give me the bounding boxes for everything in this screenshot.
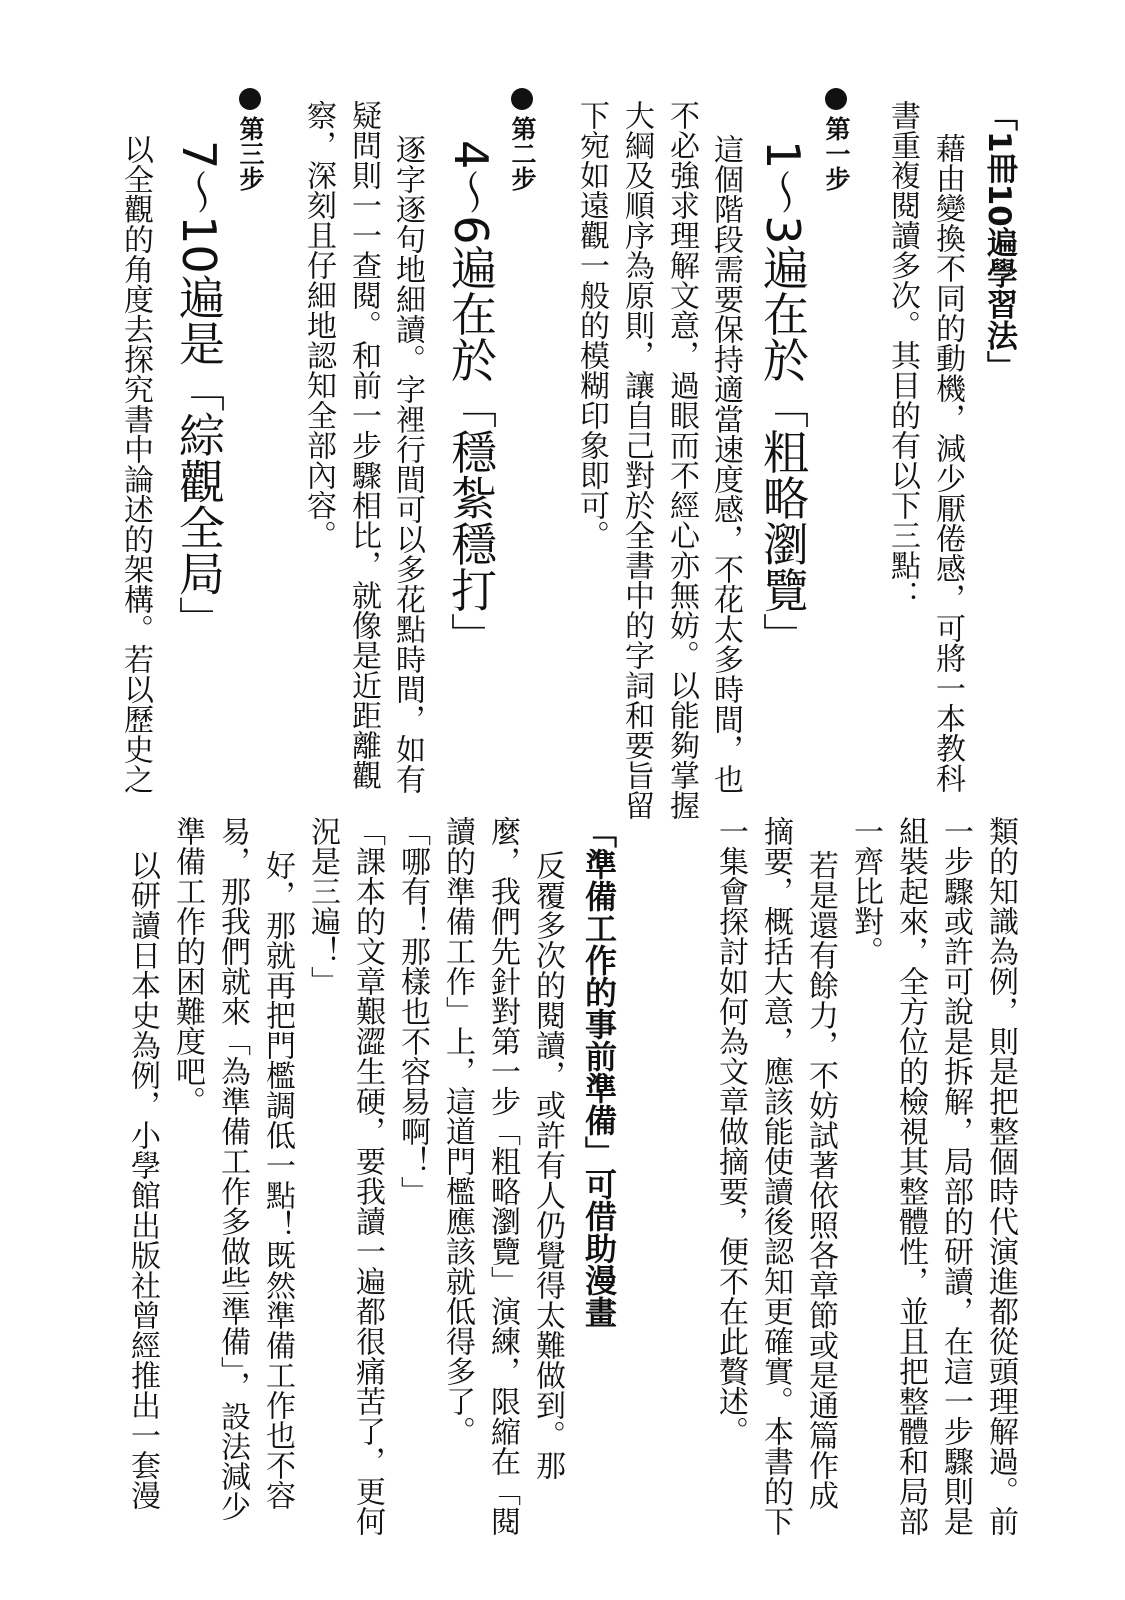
summary-para-line-1: 若是還有餘力，不妨試著依照各章節或是通篇作成 — [803, 850, 838, 1510]
step3-label: 第三步 — [238, 88, 263, 191]
intro-line-2: 書重複閱讀多次。其目的有以下三點： — [885, 100, 920, 610]
step1-body-line-3: 大綱及順序為原則，讓自己對於全書中的字詞和要旨留 — [619, 100, 654, 820]
manga-para-line-1: 反覆多次的閱讀，或許有人仍覺得太難做到。那 — [530, 850, 565, 1480]
bullet-icon — [239, 88, 261, 110]
summary-para-line-2: 摘要，概括大意，應該能使讀後認知更確實。本書的下 — [758, 816, 793, 1536]
step2-title: 4～6遍在於「穩紮穩打」 — [444, 140, 498, 659]
step1-body-line-2: 不必強求理解文意，過眼而不經心亦無妨。以能夠掌握 — [664, 100, 699, 820]
step1-body-line-4: 下宛如遠觀一般的模糊印象即可。 — [574, 100, 609, 550]
step2-body-line-2: 疑問則一一查閱。和前一步驟相比，就像是近距離觀 — [346, 100, 381, 790]
continuation-line-3: 組裝起來，全方位的檢視其整體性，並且把整體和局部 — [893, 816, 928, 1536]
step2-label: 第二步 — [510, 88, 535, 191]
step2-body-line-1: 逐字逐句地細讀。字裡行間可以多花點時間，如有 — [390, 134, 425, 794]
bullet-icon — [511, 88, 533, 110]
manga-para-line-7: 好，那就再把門檻調低一點！既然準備工作也不容 — [260, 850, 295, 1510]
manga-para-line-2: 麼，我們先針對第一步「粗略瀏覽」演練，限縮在「閱 — [485, 816, 520, 1536]
manga-para-line-3: 讀的準備工作」上，這道門檻應該就低得多了。 — [440, 816, 475, 1446]
continuation-line-1: 類的知識為例，則是把整個時代演進都從頭理解過。前 — [983, 816, 1018, 1536]
manga-para-line-9: 準備工作的困難度吧。 — [170, 816, 205, 1116]
manga-para-line-5: 「課本的文章艱澀生硬，要我讀一遍都很痛苦了，更何 — [350, 816, 385, 1536]
step2-body-line-3: 察，深刻且仔細地認知全部內容。 — [301, 100, 336, 550]
step1-label: 第一步 — [824, 88, 849, 191]
summary-para-line-3: 一集會探討如何為文章做摘要，便不在此贅述。 — [713, 816, 748, 1446]
manga-para-line-10: 以研讀日本史為例，小學館出版社曾經推出一套漫 — [125, 850, 160, 1510]
manga-para-line-4: 「哪有！那樣也不容易啊！」 — [395, 816, 430, 1206]
step3-title: 7～10遍是「綜觀全局」 — [172, 140, 226, 642]
section-heading-study-method: 「1冊10遍學習法」 — [981, 100, 1017, 382]
continuation-line-2: 一步驟或許可說是拆解，局部的研讀，在這一步驟則是 — [938, 816, 973, 1536]
manga-para-line-8: 易，那我們就來「為準備工作多做些準備」，設法減少 — [215, 816, 250, 1521]
intro-line-1: 藉由變換不同的動機，減少厭倦感，可將一本教科 — [930, 133, 965, 793]
section-heading-manga: 「準備工作的事前準備」可借助漫畫 — [580, 816, 618, 1328]
manga-para-line-6: 況是三遍！」 — [305, 816, 340, 996]
step3-body-line-1: 以全觀的角度去探究書中論述的架構。若以歷史之 — [118, 134, 153, 794]
step1-title: 1～3遍在於「粗略瀏覽」 — [756, 140, 810, 659]
bullet-icon — [825, 88, 847, 110]
continuation-line-4: 一齊比對。 — [848, 816, 883, 966]
step1-body-line-1: 這個階段需要保持適當速度感，不花太多時間，也 — [708, 134, 743, 794]
